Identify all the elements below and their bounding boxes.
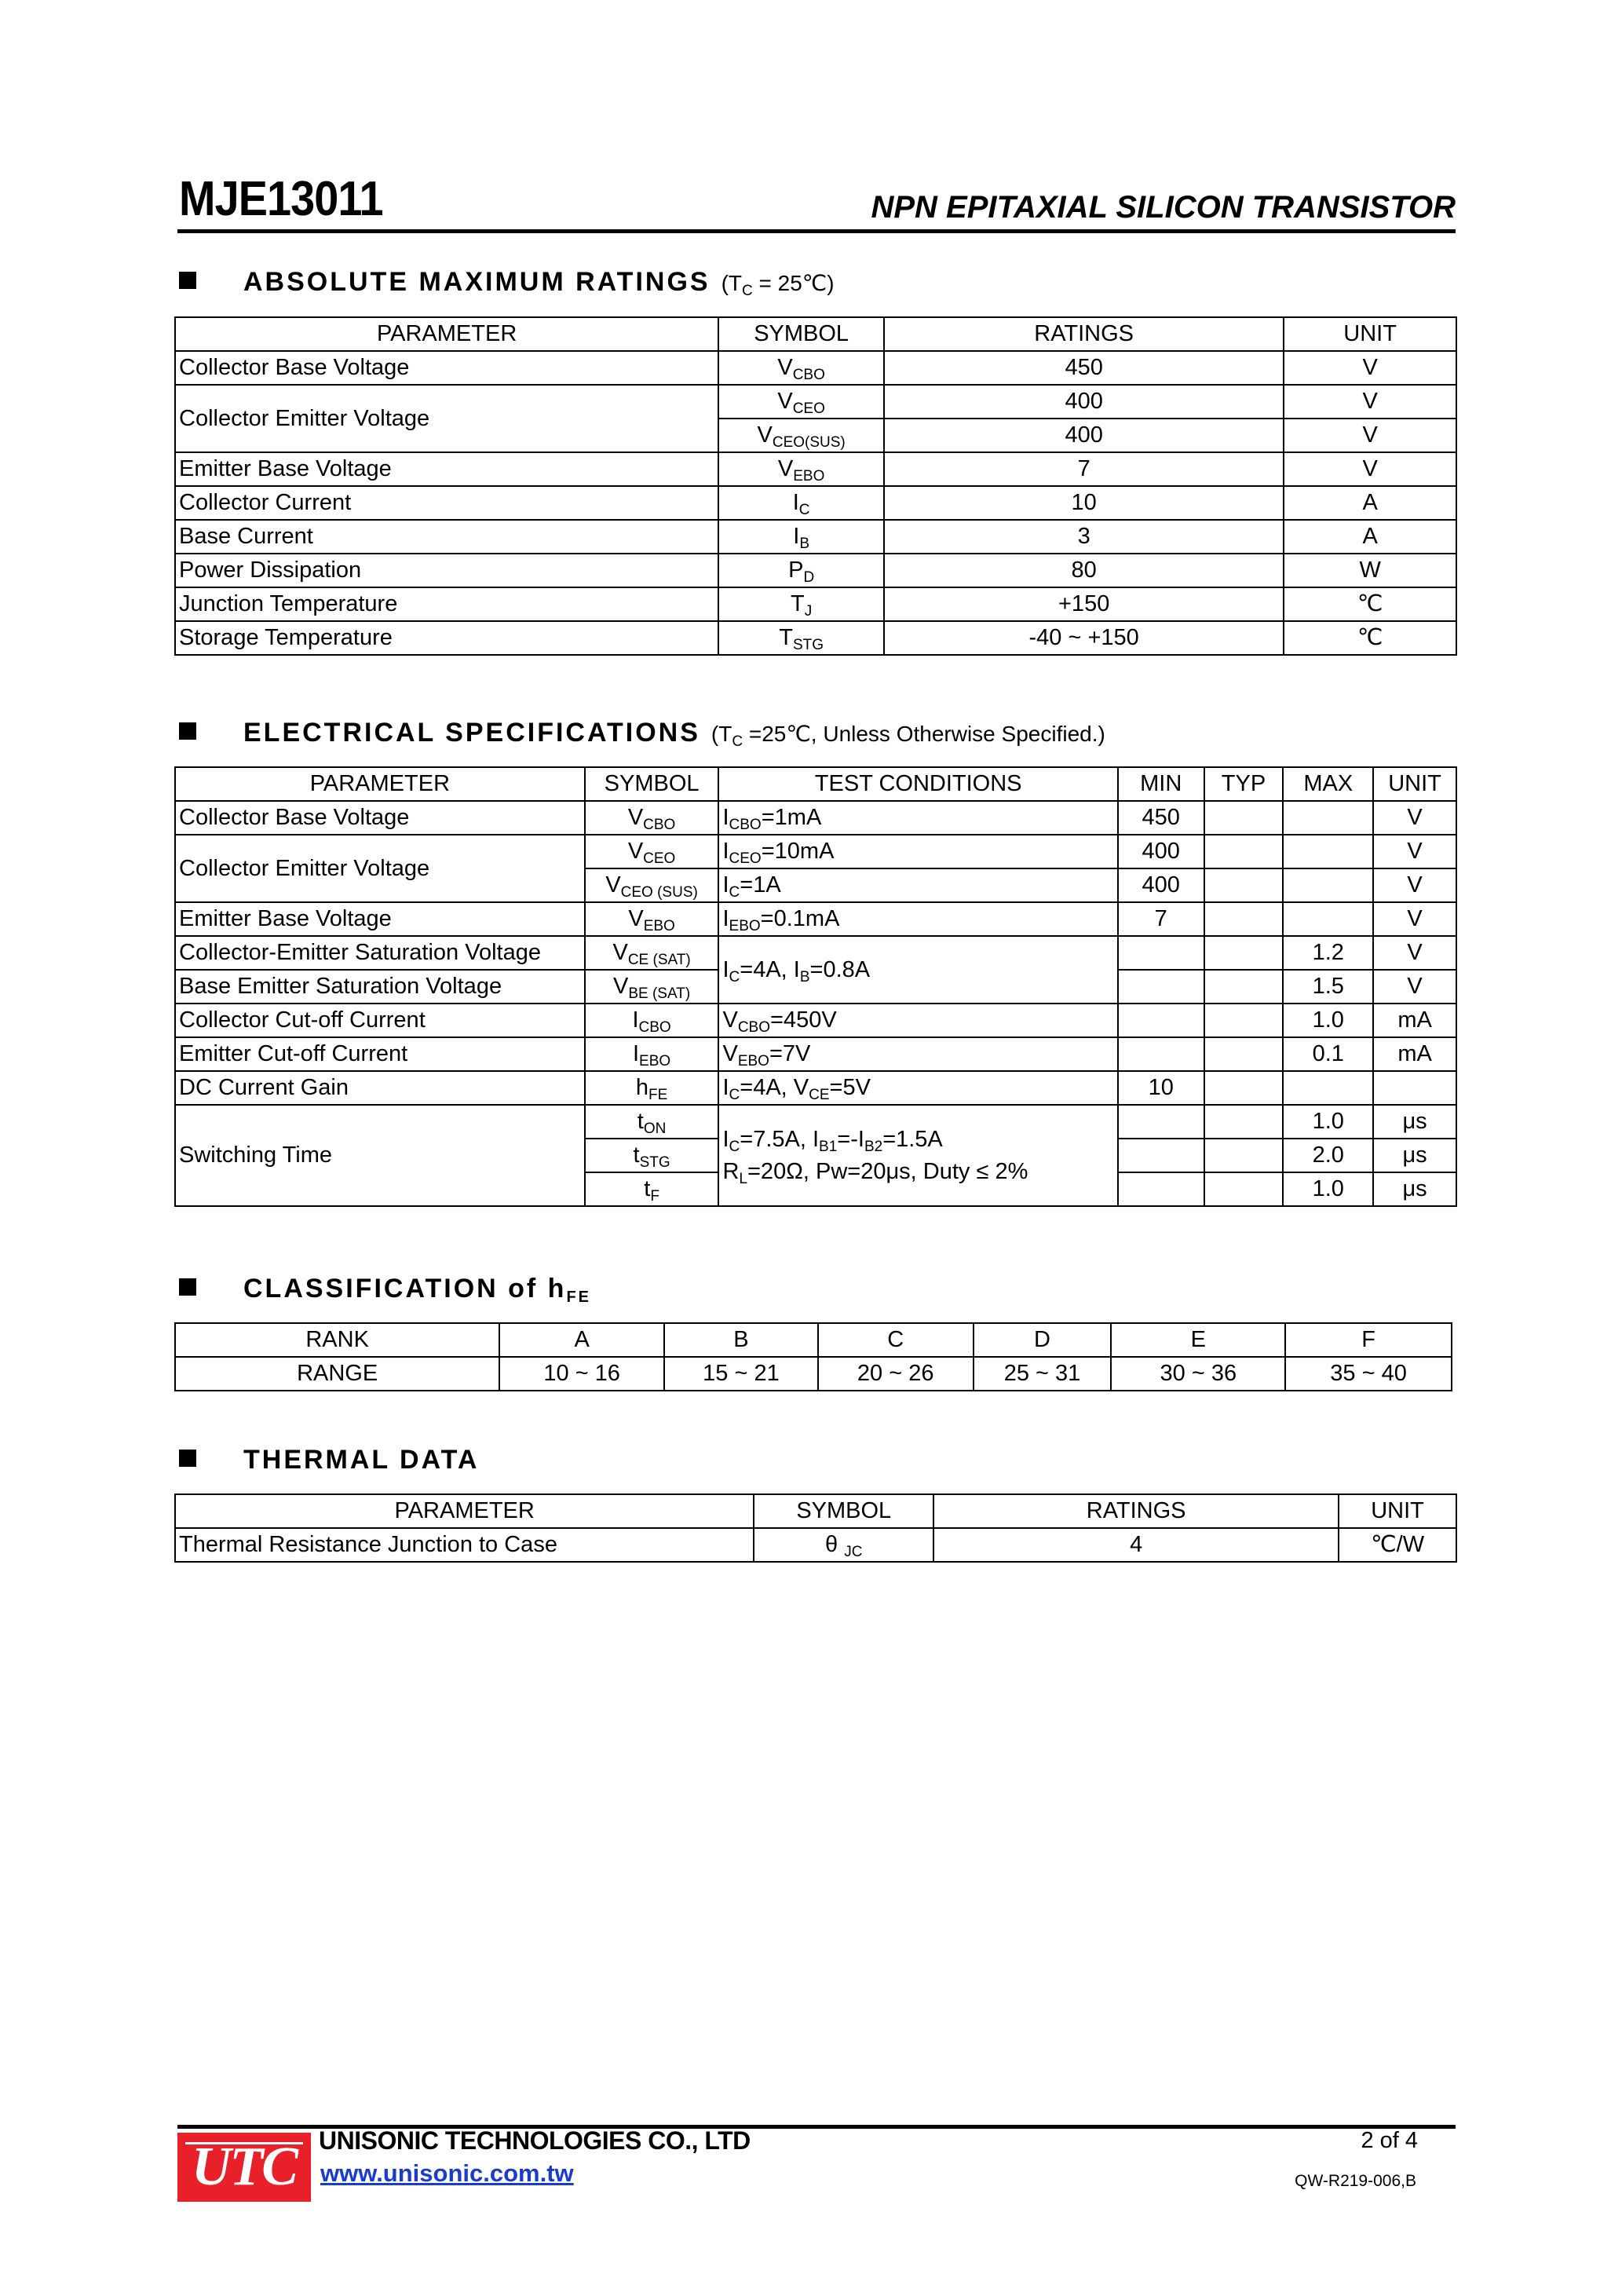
section-title: CLASSIFICATION of $h_{FE}$ bbox=[243, 1274, 592, 1306]
header-cell: UNIT bbox=[1339, 1494, 1456, 1528]
param-cell: Collector Base Voltage bbox=[175, 801, 585, 835]
min-cell bbox=[1118, 1139, 1204, 1172]
rating-cell: 400 bbox=[884, 385, 1284, 419]
range-cell: 35 ~ 40 bbox=[1285, 1357, 1452, 1391]
company-name: UNISONIC TECHNOLOGIES CO., LTD bbox=[319, 2126, 751, 2155]
table-row bbox=[175, 587, 1456, 621]
table-row bbox=[175, 385, 1456, 419]
rank-row bbox=[175, 1323, 1452, 1357]
table-row bbox=[175, 520, 1456, 554]
rating-cell: +150 bbox=[884, 587, 1284, 621]
unit-cell bbox=[1373, 1071, 1456, 1105]
param-cell: Collector-Emitter Saturation Voltage bbox=[175, 936, 585, 970]
part-number: MJE13011 bbox=[179, 172, 383, 226]
table-row bbox=[175, 452, 1456, 486]
range-cell: 20 ~ 26 bbox=[818, 1357, 974, 1391]
header-cell: TYP bbox=[1204, 767, 1284, 801]
header-cell: SYMBOL bbox=[754, 1494, 933, 1528]
min-cell bbox=[1118, 936, 1204, 970]
typ-cell bbox=[1204, 970, 1284, 1004]
header-cell: MAX bbox=[1283, 767, 1373, 801]
header-cell: PARAMETER bbox=[175, 1494, 754, 1528]
unit-cell: ℃/W bbox=[1339, 1528, 1456, 1562]
typ-cell bbox=[1204, 801, 1284, 835]
min-cell bbox=[1118, 1004, 1204, 1037]
unit-cell: V bbox=[1284, 385, 1456, 419]
unit-cell: ℃ bbox=[1284, 621, 1456, 655]
symbol-cell: $V_{EBO}$ bbox=[585, 902, 719, 936]
max-cell: 1.0 bbox=[1283, 1105, 1373, 1139]
range-cell: 30 ~ 36 bbox=[1111, 1357, 1285, 1391]
condition-cell: $I_{EBO}=0.1mA$ bbox=[718, 902, 1117, 936]
abs-max-table bbox=[174, 316, 1457, 656]
classification-heading bbox=[179, 1274, 591, 1304]
min-cell bbox=[1118, 970, 1204, 1004]
page-number: 2 of 4 bbox=[1361, 2128, 1418, 2153]
param-cell: Collector Cut-off Current bbox=[175, 1004, 585, 1037]
table-row bbox=[175, 1528, 1456, 1562]
rating-cell: 7 bbox=[884, 452, 1284, 486]
header-rule bbox=[177, 229, 1456, 233]
rating-cell: 10 bbox=[884, 486, 1284, 520]
symbol-cell: $V_{CEO}$ bbox=[718, 385, 884, 419]
min-cell: 450 bbox=[1118, 801, 1204, 835]
thermal-heading bbox=[179, 1445, 479, 1475]
unit-cell: A bbox=[1284, 486, 1456, 520]
header-cell: PARAMETER bbox=[175, 317, 718, 351]
max-cell: 0.1 bbox=[1283, 1037, 1373, 1071]
unit-cell: V bbox=[1373, 970, 1456, 1004]
bullet-icon bbox=[179, 722, 196, 740]
min-cell: 400 bbox=[1118, 835, 1204, 868]
max-cell bbox=[1283, 835, 1373, 868]
symbol-cell: $I_{CBO}$ bbox=[585, 1004, 719, 1037]
classification-table bbox=[174, 1322, 1452, 1391]
document-title: NPN EPITAXIAL SILICON TRANSISTOR bbox=[871, 190, 1456, 225]
symbol-cell: $I_C$ bbox=[718, 486, 884, 520]
table-row bbox=[175, 936, 1456, 970]
rating-cell: -40 ~ +150 bbox=[884, 621, 1284, 655]
symbol-cell: $V_{CEO (SUS)}$ bbox=[585, 868, 719, 902]
range-cell: 25 ~ 31 bbox=[974, 1357, 1112, 1391]
unit-cell: W bbox=[1284, 554, 1456, 587]
thermal-table bbox=[174, 1493, 1457, 1563]
table-row bbox=[175, 351, 1456, 385]
symbol-cell: $T_{STG}$ bbox=[718, 621, 884, 655]
unit-cell: V bbox=[1373, 902, 1456, 936]
rank-cell: B bbox=[664, 1323, 818, 1357]
unit-cell: V bbox=[1284, 351, 1456, 385]
param-cell: DC Current Gain bbox=[175, 1071, 585, 1105]
table-row bbox=[175, 801, 1456, 835]
range-cell: 10 ~ 16 bbox=[499, 1357, 664, 1391]
symbol-cell: θ $_{JC}$ bbox=[754, 1528, 933, 1562]
header-cell: UNIT bbox=[1284, 317, 1456, 351]
table-row bbox=[175, 835, 1456, 868]
unit-cell: mA bbox=[1373, 1037, 1456, 1071]
param-cell: Switching Time bbox=[175, 1105, 585, 1206]
table-row bbox=[175, 1037, 1456, 1071]
max-cell: 1.0 bbox=[1283, 1004, 1373, 1037]
table-row bbox=[175, 486, 1456, 520]
unit-cell: V bbox=[1373, 868, 1456, 902]
max-cell bbox=[1283, 902, 1373, 936]
condition-cell: $I_C=1A$ bbox=[718, 868, 1117, 902]
section-condition: ($T_C$ = 25℃) bbox=[721, 271, 835, 299]
table-row bbox=[175, 1071, 1456, 1105]
param-cell: Thermal Resistance Junction to Case bbox=[175, 1528, 754, 1562]
table-row bbox=[175, 554, 1456, 587]
document-number: QW-R219-006,B bbox=[1295, 2172, 1416, 2190]
param-cell: Junction Temperature bbox=[175, 587, 718, 621]
rating-cell: 450 bbox=[884, 351, 1284, 385]
param-cell: Collector Emitter Voltage bbox=[175, 835, 585, 902]
param-cell: Emitter Cut-off Current bbox=[175, 1037, 585, 1071]
rank-cell: D bbox=[974, 1323, 1112, 1357]
unit-cell: μs bbox=[1373, 1105, 1456, 1139]
symbol-cell: $I_{EBO}$ bbox=[585, 1037, 719, 1071]
bullet-icon bbox=[179, 1450, 196, 1467]
logo-text: UTC bbox=[192, 2137, 297, 2197]
header-cell: SYMBOL bbox=[585, 767, 719, 801]
condition-cell: $I_{CBO}=1mA$ bbox=[718, 801, 1117, 835]
unit-cell: V bbox=[1373, 801, 1456, 835]
typ-cell bbox=[1204, 1004, 1284, 1037]
unit-cell: V bbox=[1284, 419, 1456, 452]
table-row bbox=[175, 1105, 1456, 1139]
condition-cell: $V_{CBO}=450V$ bbox=[718, 1004, 1117, 1037]
typ-cell bbox=[1204, 1037, 1284, 1071]
typ-cell bbox=[1204, 1139, 1284, 1172]
header-cell: RATINGS bbox=[884, 317, 1284, 351]
min-cell bbox=[1118, 1037, 1204, 1071]
rating-cell: 400 bbox=[884, 419, 1284, 452]
header-cell: SYMBOL bbox=[718, 317, 884, 351]
symbol-cell: $h_{FE}$ bbox=[585, 1071, 719, 1105]
param-cell: Collector Current bbox=[175, 486, 718, 520]
typ-cell bbox=[1204, 1105, 1284, 1139]
typ-cell bbox=[1204, 1071, 1284, 1105]
max-cell bbox=[1283, 868, 1373, 902]
symbol-cell: $t_{STG}$ bbox=[585, 1139, 719, 1172]
table-header-row bbox=[175, 1494, 1456, 1528]
min-cell: 10 bbox=[1118, 1071, 1204, 1105]
section-title: THERMAL DATA bbox=[243, 1445, 480, 1475]
section-title: ABSOLUTE MAXIMUM RATINGS bbox=[243, 267, 711, 297]
section-condition: ($T_C$ =25℃, Unless Otherwise Specified.) bbox=[711, 722, 1105, 750]
elec-heading bbox=[179, 718, 1105, 748]
max-cell: 1.0 bbox=[1283, 1172, 1373, 1206]
table-header-row bbox=[175, 767, 1456, 801]
rating-cell: 3 bbox=[884, 520, 1284, 554]
condition-cell: $I_C=4A$, $I_B=0.8A$ bbox=[718, 936, 1117, 1004]
rating-cell: 80 bbox=[884, 554, 1284, 587]
typ-cell bbox=[1204, 868, 1284, 902]
unit-cell: μs bbox=[1373, 1139, 1456, 1172]
symbol-cell: $P_D$ bbox=[718, 554, 884, 587]
rating-cell: 4 bbox=[933, 1528, 1339, 1562]
typ-cell bbox=[1204, 1172, 1284, 1206]
symbol-cell: $V_{BE (SAT)}$ bbox=[585, 970, 719, 1004]
header-cell: MIN bbox=[1118, 767, 1204, 801]
rank-cell: F bbox=[1285, 1323, 1452, 1357]
symbol-cell: $V_{EBO}$ bbox=[718, 452, 884, 486]
website-link[interactable]: www.unisonic.com.tw bbox=[320, 2159, 574, 2187]
typ-cell bbox=[1204, 936, 1284, 970]
table-row bbox=[175, 1004, 1456, 1037]
unit-cell: mA bbox=[1373, 1004, 1456, 1037]
elec-spec-table bbox=[174, 766, 1457, 1207]
min-cell: 400 bbox=[1118, 868, 1204, 902]
abs-max-heading bbox=[179, 267, 835, 298]
rank-cell: A bbox=[499, 1323, 664, 1357]
symbol-cell: $V_{CE (SAT)}$ bbox=[585, 936, 719, 970]
unit-cell: V bbox=[1373, 936, 1456, 970]
section-title: ELECTRICAL SPECIFICATIONS bbox=[243, 718, 700, 748]
param-cell: Power Dissipation bbox=[175, 554, 718, 587]
symbol-cell: $t_{ON}$ bbox=[585, 1105, 719, 1139]
unit-cell: V bbox=[1373, 835, 1456, 868]
param-cell: Storage Temperature bbox=[175, 621, 718, 655]
param-cell: Emitter Base Voltage bbox=[175, 902, 585, 936]
table-row bbox=[175, 621, 1456, 655]
symbol-cell: $V_{CBO}$ bbox=[585, 801, 719, 835]
param-cell: Collector Emitter Voltage bbox=[175, 385, 718, 452]
range-cell: 15 ~ 21 bbox=[664, 1357, 818, 1391]
rank-cell: C bbox=[818, 1323, 974, 1357]
param-cell: Collector Base Voltage bbox=[175, 351, 718, 385]
symbol-cell: $V_{CBO}$ bbox=[718, 351, 884, 385]
header-cell: PARAMETER bbox=[175, 767, 585, 801]
unit-cell: A bbox=[1284, 520, 1456, 554]
bullet-icon bbox=[179, 1278, 196, 1296]
max-cell bbox=[1283, 801, 1373, 835]
bullet-icon bbox=[179, 272, 196, 289]
param-cell: Base Emitter Saturation Voltage bbox=[175, 970, 585, 1004]
max-cell: 2.0 bbox=[1283, 1139, 1373, 1172]
header-cell: UNIT bbox=[1373, 767, 1456, 801]
condition-cell: $I_C=4A$, $V_{CE}=5V$ bbox=[718, 1071, 1117, 1105]
min-cell: 7 bbox=[1118, 902, 1204, 936]
symbol-cell: $V_{CEO(SUS)}$ bbox=[718, 419, 884, 452]
rank-cell: E bbox=[1111, 1323, 1285, 1357]
symbol-cell: $t_F$ bbox=[585, 1172, 719, 1206]
table-row bbox=[175, 902, 1456, 936]
symbol-cell: $T_J$ bbox=[718, 587, 884, 621]
min-cell bbox=[1118, 1105, 1204, 1139]
range-row bbox=[175, 1357, 1452, 1391]
condition-cell: $I_{CEO}=10mA$ bbox=[718, 835, 1117, 868]
header-cell: TEST CONDITIONS bbox=[718, 767, 1117, 801]
rank-label: RANK bbox=[175, 1323, 499, 1357]
min-cell bbox=[1118, 1172, 1204, 1206]
typ-cell bbox=[1204, 835, 1284, 868]
header-cell: RATINGS bbox=[933, 1494, 1339, 1528]
condition-cell: $V_{EBO}=7V$ bbox=[718, 1037, 1117, 1071]
unit-cell: ℃ bbox=[1284, 587, 1456, 621]
typ-cell bbox=[1204, 902, 1284, 936]
max-cell: 1.5 bbox=[1283, 970, 1373, 1004]
param-cell: Emitter Base Voltage bbox=[175, 452, 718, 486]
unit-cell: μs bbox=[1373, 1172, 1456, 1206]
symbol-cell: $I_B$ bbox=[718, 520, 884, 554]
unit-cell: V bbox=[1284, 452, 1456, 486]
max-cell: 1.2 bbox=[1283, 936, 1373, 970]
max-cell bbox=[1283, 1071, 1373, 1105]
table-header-row bbox=[175, 317, 1456, 351]
utc-logo bbox=[177, 2133, 311, 2202]
condition-cell: $I_C=7.5A$, $I_{B1}=-I_{B2}=1.5A$ $R_L=20\Omega$, Pw=20μs, Duty ≤ 2% bbox=[718, 1105, 1117, 1206]
range-label: RANGE bbox=[175, 1357, 499, 1391]
param-cell: Base Current bbox=[175, 520, 718, 554]
symbol-cell: $V_{CEO}$ bbox=[585, 835, 719, 868]
